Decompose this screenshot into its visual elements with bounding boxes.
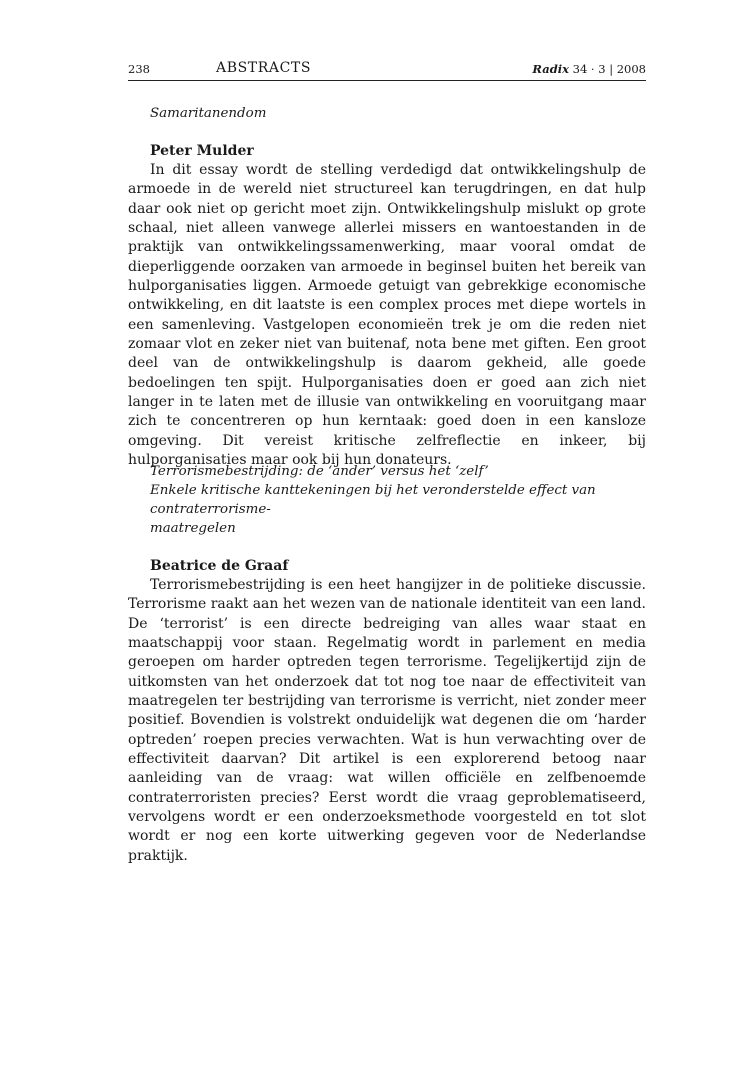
section-title: ABSTRACTS bbox=[216, 60, 312, 76]
header-rule bbox=[128, 80, 646, 81]
running-header bbox=[128, 60, 646, 80]
article-subtitle-line: maatregelen bbox=[150, 521, 236, 536]
article-abstract: Terrorismebestrijding is een heet hangijzer in de politieke discussie. Terrorisme raakt aan het wezen van de nationale identiteit van een land. De ‘terrorist’ is een directe bedreiging van alles waar staat en maatschappij voor staan. Regelmatig wordt in parlement en media geroepen om harder optreden tegen terrorisme. Tegelijkertijd zijn de uitkomsten van het onderzoek dat tot nog toe naar de effectiviteit van maatregelen ter bestrijding van terrorisme is verricht, niet zonder meer positief. Bovendien is volstrekt onduidelijk wat degenen die om ‘harder optreden’ roepen precies verwachten. Wat is hun verwachting over de effectiviteit daarvan? Dit artikel is een explorerend betoog naar aanleiding van de vraag: wat willen officiële en zelfbenoemde contraterroristen precies? Eerst wordt die vraag geproblematiseerd, vervolgens wordt er een onderzoeksmethode voorgesteld en tot slot wordt er nog een korte uitwerking gegeven voor de Nederlandse praktijk. bbox=[128, 577, 646, 864]
journal-citation bbox=[532, 62, 646, 76]
article-author: Peter Mulder bbox=[150, 143, 254, 159]
article-author: Beatrice de Graaf bbox=[150, 558, 289, 574]
article-abstract: In dit essay wordt de stelling verdedigd dat ontwikkelingshulp de armoede in de wereld niet structureel kan terugdringen, en dat hulp daar ook niet op gericht moet zijn. Ontwikkelingshulp mislukt op grote schaal, niet alleen vanwege allerlei missers en wantoestanden in de praktijk van ontwikkelingssamenwerking, maar vooral omdat de dieperliggende oorzaken van armoede in beginsel buiten het bereik van hulporganisaties liggen. Armoede getuigt van gebrekkige economische ontwikkeling, en dit laatste is een complex proces met diepe wortels in een samenleving. Vastgelopen economieën trek je om die reden niet zomaar vlot en zeker niet van buitenaf, nota bene met giften. Een groot deel van de ontwikkelingshulp is daarom gekheid, alle goede bedoelingen ten spijt. Hulporganisaties doen er goed aan zich niet langer in te laten met de illusie van ontwikkeling en vooruitgang maar zich te concentreren op hun kerntaak: goed doen in een kansloze omgeving. Dit vereist kritische zelfreflectie en inkeer, bij hulporganisaties maar ook bij hun donateurs. bbox=[128, 162, 646, 469]
journal-issue: 34 · 3 | 2008 bbox=[572, 62, 646, 76]
article-title: Samaritanendom bbox=[150, 106, 267, 121]
journal-name: Radix bbox=[532, 62, 569, 76]
page-number: 238 bbox=[128, 62, 150, 76]
article-1 bbox=[128, 104, 646, 471]
article-subtitle-line: Enkele kritische kanttekeningen bij het veronderstelde effect van contraterrorisme- bbox=[150, 483, 596, 517]
article-2 bbox=[128, 462, 646, 866]
article-title-line: Terrorismebestrijding: de ‘ander’ versus het ‘zelf’ bbox=[150, 464, 489, 479]
